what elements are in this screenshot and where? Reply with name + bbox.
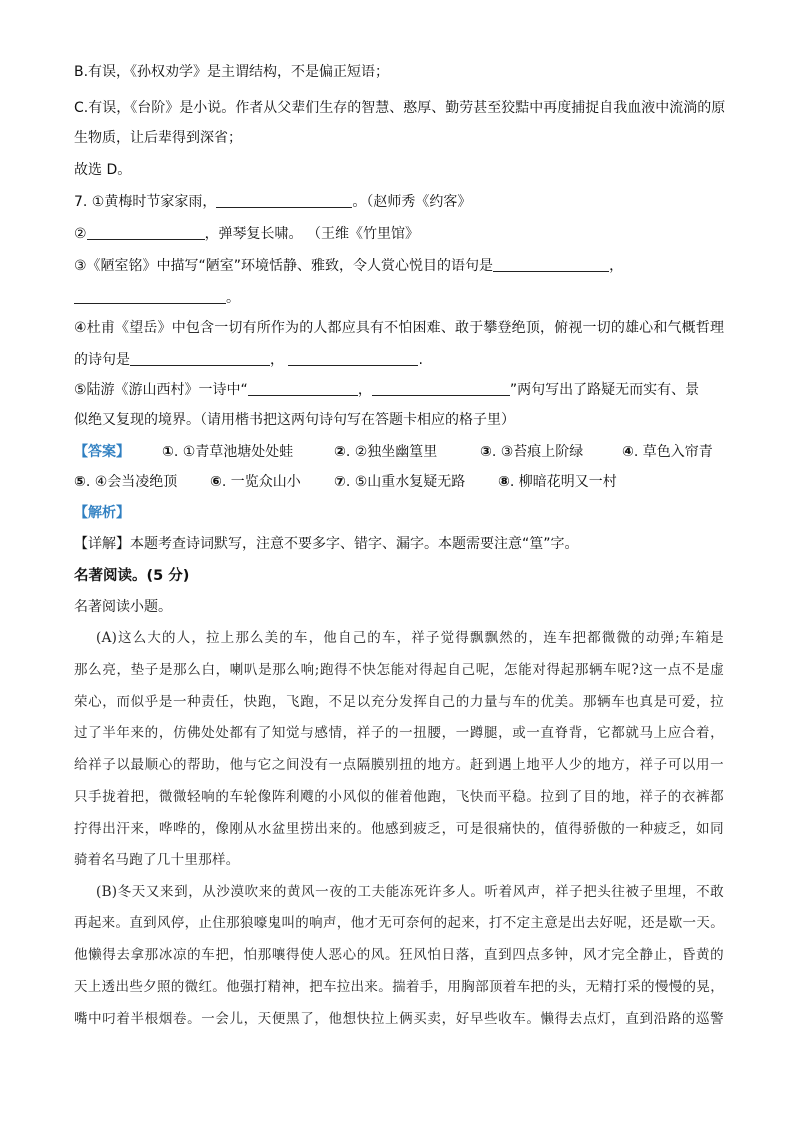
q7-item-5-tail: ”两句写出了路疑无而实有、景 [509, 382, 700, 398]
passage-b-line: (B)冬天又来到，从沙漠吹来的黄风一夜的工夫能冻死许多人。听着风声，祥子把头往被子里埋，不敢 [96, 884, 724, 900]
answer-blank[interactable] [288, 351, 418, 366]
q7-item-4-line-1: ④杜甫《望岳》中包含一切有所作为的人都应具有不怕困难、敢于攀登绝顶，俯视一切的雄心和气概哲理 [74, 320, 724, 336]
option-c-line-2: 生物质，让后辈得到深省； [74, 130, 242, 146]
q7-item-4-line-2 [74, 350, 724, 370]
passage-a-line: 那么亮，垫子是那么白，喇叭是那么响;跑得不快怎能对得起自己呢，怎能对得起那辆车呢?这一点不是虚 [74, 662, 724, 678]
q7-item-4-period: . [418, 352, 423, 368]
answer-item: ⑥. 一览众山小 [210, 474, 301, 490]
answer-item: ④. 草色入帘青 [622, 444, 713, 460]
answer-item: ③. ③苔痕上阶绿 [480, 444, 584, 460]
q7-item-1-text: 7. ①黄梅时节家家雨， [74, 194, 217, 210]
passage-a-line: 给祥子以最顺心的帮助，他与它之间没有一点隔膜别扭的地方。赶到遇上地平人少的地方，祥子可以用一 [74, 757, 724, 773]
passage-a-line: 荣心，而似乎是一种责任，快跑，飞跑，不足以充分发挥自己的力量与车的优美。那辆车也真是可爱，拉 [74, 694, 724, 710]
passage-b-line: 嘴中叼着半根烟卷。一会儿，天便黑了，他想快拉上俩买卖，好早些收车。懒得去点灯，直到沿路的巡警 [74, 1011, 724, 1027]
answer-blank[interactable] [87, 225, 205, 240]
q7-item-3-period: 。 [226, 290, 240, 306]
section-subtitle: 名著阅读小题。 [74, 599, 172, 615]
answer-item: ⑦. ⑤山重水复疑无路 [334, 474, 466, 490]
q7-item-3-line-2 [74, 288, 724, 308]
answer-blank[interactable] [493, 257, 609, 272]
answer-blank[interactable] [248, 381, 358, 396]
passage-b-line: 天上透出些夕照的微红。他强打精神，把车拉出来。揣着手，用胸部顶着车把的头，无精打采的慢慢的晃， [74, 979, 724, 995]
passage-a-line: 只手拢着把，微微轻响的车轮像阵利飕的小风似的催着他跑，飞快而平稳。拉到了目的地，祥子的衣裤都 [74, 789, 724, 805]
answer-item: ⑧. 柳暗花明又一村 [498, 474, 617, 490]
q7-item-2 [74, 224, 724, 244]
q7-item-5-line-2: 似绝又复现的境界。（请用楷书把这两句诗句写在答题卡相应的格子里） [74, 412, 515, 428]
option-c-line-1: C.有误，《台阶》是小说。作者从父辈们生存的智慧、憨厚、勤劳甚至狡黠中再度捕捉自我血液中流淌的原 [74, 100, 726, 116]
passage-b-line: 再起来。直到风停，止住那狼嚎鬼叫的响声，他才无可奈何的起来，打不定主意是出去好呢，还是歇一天。 [74, 915, 724, 931]
q7-item-1-source: 。（赵师秀《约客》 [352, 194, 472, 210]
passage-b-line: 他懒得去拿那冰凉的车把，怕那嚷得使人恶心的风。狂风怕日落，直到四点多钟，风才完全静止，昏黄的 [74, 947, 724, 963]
q7-item-4-comma: ， [270, 352, 284, 368]
section-title: 名著阅读。(5 分) [74, 568, 190, 584]
q7-item-4-lead: 的诗句是 [74, 352, 130, 368]
answer-blank[interactable] [216, 193, 352, 208]
analysis-label: 【解析】 [74, 505, 130, 521]
q7-item-5-line-1 [74, 380, 724, 400]
answer-blank[interactable] [74, 289, 226, 304]
passage-a-line: (A)这么大的人，拉上那么美的车，他自己的车，祥子觉得飘飘然的，连车把都微微的动弹;车箱是 [96, 630, 724, 646]
answer-label: 【答案】 [74, 444, 130, 460]
q7-item-3-line-1 [74, 256, 724, 276]
q7-item-1 [74, 192, 724, 212]
answer-blank[interactable] [372, 381, 510, 396]
q7-item-2-text: ，弹琴复长啸。 （王维《竹里馆》 [204, 226, 420, 242]
answer-blank[interactable] [130, 351, 270, 366]
option-b-line: B.有误，《孙权劝学》是主谓结构，不是偏正短语； [74, 64, 390, 80]
passage-a-line: 骑着名马跑了几十里那样。 [74, 852, 240, 868]
analysis-detail: 【详解】本题考查诗词默写，注意不要多字、错字、漏字。本题需要注意“篁”字。 [74, 536, 579, 552]
q7-item-3-text: ③《陋室铭》中描写“陋室”环境恬静、雅致，令人赏心悦目的语句是 [74, 258, 494, 274]
choose-line: 故选 D。 [74, 162, 132, 178]
q7-item-3-comma: ， [609, 258, 624, 274]
q7-item-5-comma: ， [357, 382, 372, 398]
q7-item-2-num: ② [74, 226, 87, 242]
answer-item: ⑤. ④会当凌绝顶 [74, 474, 178, 490]
passage-a-line: 拧得出汗来，哗哗的，像刚从水盆里捞出来的。他感到疲乏，可是很痛快的，值得骄傲的一种疲乏，如同 [74, 821, 724, 837]
q7-item-5-text: ⑤陆游《游山西村》一诗中“ [74, 382, 248, 398]
passage-a-line: 过了半年来的，仿佛处处都有了知觉与感情，祥子的一扭腰，一蹲腿，或一直脊背，它都就马上应合着， [74, 725, 724, 741]
answer-item: ②. ②独坐幽篁里 [334, 444, 438, 460]
answer-item: ①. ①青草池塘处处蛙 [162, 444, 294, 460]
